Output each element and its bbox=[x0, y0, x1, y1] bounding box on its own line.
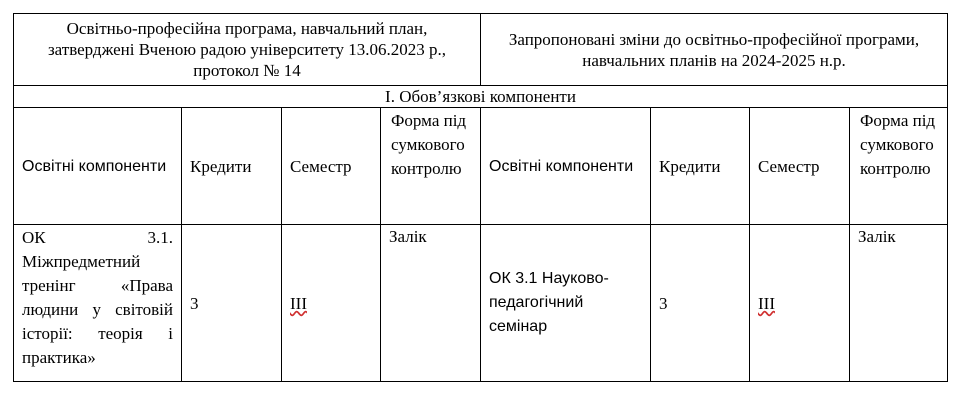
row-component-left bbox=[14, 225, 182, 382]
col-form-left bbox=[381, 108, 481, 225]
col-credits-left: Кредити bbox=[182, 108, 282, 225]
col-semester-right: Семестр bbox=[750, 108, 850, 225]
row-credits-left: 3 bbox=[182, 225, 282, 382]
header-left: Освітньо-професійна програма, навчальний план, затверджені Вченою радою університету 13.06.2023 р., протокол № 14 bbox=[14, 14, 481, 86]
row-form-left: Залік bbox=[381, 225, 481, 382]
column-header-row bbox=[14, 108, 948, 225]
col-form-left-label: Форма підсумкового контролю bbox=[391, 111, 467, 178]
section-row bbox=[14, 86, 948, 108]
row-component-left-text: ОК 3.1. Міжпредметний тренінг «Права людини у світовій історії: теорія і практика» bbox=[22, 228, 173, 367]
row-credits-right: 3 bbox=[651, 225, 750, 382]
col-component-right: Освітні компоненти bbox=[481, 108, 651, 225]
header-right: Запропоновані зміни до освітньо-професійної програми, навчальних планів на 2024-2025 н.р. bbox=[481, 14, 948, 86]
comparison-table bbox=[13, 13, 948, 382]
col-form-right bbox=[850, 108, 948, 225]
col-form-right-label: Форма підсумкового контролю bbox=[860, 111, 936, 178]
col-component-left: Освітні компоненти bbox=[14, 108, 182, 225]
row-semester-right bbox=[750, 225, 850, 382]
table-header-row bbox=[14, 14, 948, 86]
table-row bbox=[14, 225, 948, 382]
col-semester-left: Семестр bbox=[282, 108, 381, 225]
section-title: І. Обов’язкові компоненти bbox=[14, 86, 948, 108]
row-semester-left bbox=[282, 225, 381, 382]
col-credits-right: Кредити bbox=[651, 108, 750, 225]
row-semester-right-value: ІІІ bbox=[758, 293, 775, 313]
row-semester-left-value: ІІІ bbox=[290, 293, 307, 313]
row-component-right-text: ОК 3.1 Науково-педагогічний семінар bbox=[489, 270, 609, 335]
row-component-right bbox=[481, 225, 651, 382]
row-form-right: Залік bbox=[850, 225, 948, 382]
